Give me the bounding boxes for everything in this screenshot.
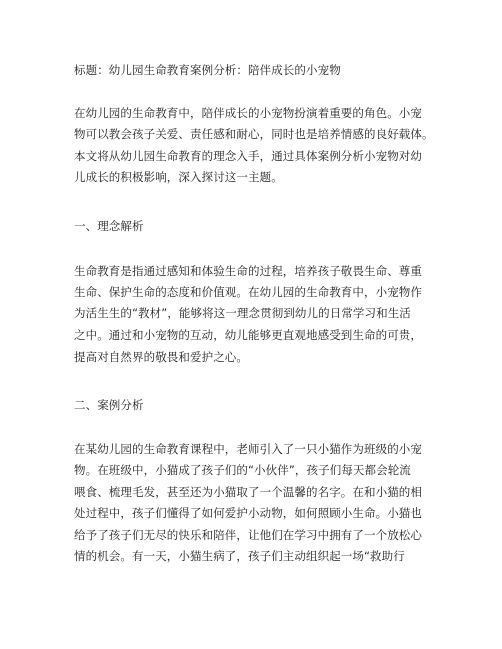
section2-line-2: 物。在班级中，小猫成了孩子们的“小伙伴”，孩子们每天都会轮流	[74, 463, 411, 477]
section2-line-4: 处过程中，孩子们懂得了如何爱护小动物，如何照顾小生命。小猫也	[74, 506, 422, 520]
section2-line-3: 喂食、梳理毛发，甚至还为小猫取了一个温馨的名字。在和小猫的相	[74, 485, 422, 499]
section1-line-4: 之中。通过和小宠物的互动，幼儿能够更直观地感受到生命的可贵，	[74, 328, 422, 342]
section2-line-1: 在某幼儿园的生命教育课程中，老师引入了一只小猫作为班级的小宠	[74, 442, 422, 456]
section2-line-5: 给予了孩子们无尽的快乐和陪伴，让他们在学习中拥有了一个放松心	[74, 528, 422, 542]
intro-line-4: 儿成长的积极影响，深入探讨这一主题。	[74, 170, 283, 184]
intro-line-2: 物可以教会孩子关爱、责任感和耐心，同时也是培养情感的良好载体。	[74, 127, 434, 141]
section1-line-1: 生命教育是指通过感知和体验生命的过程，培养孩子敬畏生命、尊重	[74, 264, 422, 278]
intro-line-1: 在幼儿园的生命教育中，陪伴成长的小宠物扮演着重要的角色。小宠	[74, 106, 422, 120]
section2-line-6: 情的机会。有一天，小猫生病了，孩子们主动组织起一场“救助行	[74, 549, 405, 563]
section1-line-5: 提高对自然界的敬畏和爱护之心。	[74, 350, 248, 364]
document-title: 标题：幼儿园生命教育案例分析：陪伴成长的小宠物	[74, 63, 341, 77]
section2-heading: 二、案例分析	[74, 398, 144, 412]
intro-line-3: 本文将从幼儿园生命教育的理念入手，通过具体案例分析小宠物对幼	[74, 149, 422, 163]
section1-line-2: 生命、保护生命的态度和价值观。在幼儿园的生命教育中，小宠物作	[74, 285, 422, 299]
section1-line-3: 为活生生的“教材”，能够将这一理念贯彻到幼儿的日常学习和生活	[74, 306, 411, 320]
section1-heading: 一、理念解析	[74, 219, 144, 233]
